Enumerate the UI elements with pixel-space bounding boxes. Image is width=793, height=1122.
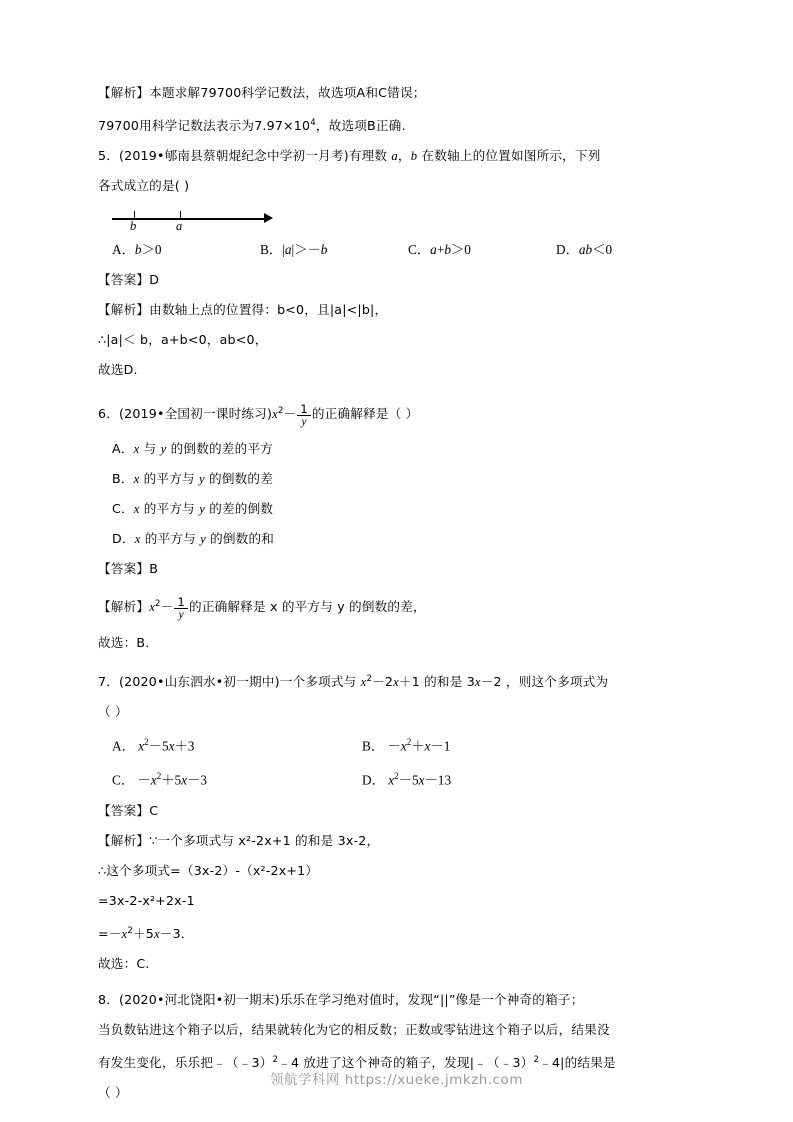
q6-answer-value: B — [149, 561, 159, 577]
number-line-label-b: b — [130, 219, 137, 234]
number-line-tick-a — [180, 211, 181, 219]
q6-option-c: C．x 的平方与 y 的差的倒数 — [112, 501, 274, 517]
q4-analysis-line-1: 【解析】本题求解79700科学记数法，故选项A和C错误； — [98, 85, 426, 100]
q5-option-b: B．|a|＞－b — [260, 242, 328, 258]
q7-analysis-line-4: $=-x^2+5x-3$． — [98, 925, 194, 941]
q5-answer-value: D — [149, 272, 160, 288]
q5-option-c: C．a+b＞0 — [408, 242, 471, 258]
q7-option-b: B． $-x^2+x-1$ — [362, 736, 451, 754]
q6-option-d: D．x 的平方与 y 的倒数的和 — [112, 531, 275, 547]
q6-analysis-suffix: 的正确解释是 x 的平方与 y 的倒数的差， — [189, 599, 426, 615]
q7-answer-label: 【答案】 — [98, 802, 150, 818]
q5-options — [98, 235, 698, 265]
q7-answer-value: C — [149, 802, 159, 818]
q6-fraction-numerator: 1 — [300, 401, 308, 416]
q8-line-3: 有发生变化，乐乐把﹣（﹣3）$^2$﹣4 放进了这个神奇的箱子，发现|﹣（﹣3）$^2$﹣4|的结果是 — [98, 1054, 616, 1070]
q7-option-a: A． $x^2-5x+3$ — [112, 736, 195, 754]
q6-analysis-last: 故选：B. — [98, 634, 150, 650]
q8-line-4: （ ） — [98, 1084, 128, 1100]
q7-analysis-line-3: =3x-2-x²+2x-1 — [98, 892, 195, 908]
q6-option-b: B．x 的平方与 y 的倒数的差 — [112, 471, 274, 487]
q5-analysis-line-3: 故选D. — [98, 362, 138, 378]
q6-answer — [98, 554, 698, 584]
q6-analysis-fraction-numerator: 1 — [177, 594, 185, 609]
q6-analysis: 【解析】$x^2-$ $\frac{1}{y}$ 的正确解释是 x 的平方与 y 的倒数的差， — [98, 594, 426, 621]
q6-stem-prefix: 6．(2019•全国初一课时练习) — [98, 406, 273, 422]
q7-analysis-line-5: 故选：C. — [98, 955, 150, 971]
q6-analysis-label: 【解析】 — [98, 599, 150, 615]
q7-analysis-line-1: 【解析】∵一个多项式与 x²-2x+1 的和是 3x-2， — [98, 832, 380, 848]
question-7 — [98, 664, 698, 979]
q4-analysis-block — [98, 78, 698, 141]
q8-line-1: 8．(2020•河北饶阳•初一期末)乐乐在学习绝对值时，发现“||”像是一个神奇的箱子； — [98, 991, 584, 1007]
q7-options-row-1 — [98, 727, 698, 761]
q6-option-a: A．x 与 y 的倒数的差的平方 — [112, 441, 273, 457]
q6-analysis-fraction — [174, 596, 188, 621]
number-line-figure — [112, 201, 292, 235]
page-footer: 领航学科网 https://xueke.jmkzh.com — [270, 1072, 523, 1088]
q5-stem-line-1: 5．(2019•郇南县蔡朝焜纪念中学初一月考)有理数 a，b 在数轴上的位置如图所示，下列 — [98, 148, 601, 164]
q7-stem-line-2: （ ） — [98, 703, 128, 719]
q7-answer — [98, 796, 698, 826]
q6-stem: 6．(2019•全国初一课时练习)$x^2-$ $\frac{1}{y}$ 的正确解释是（ ） — [98, 401, 419, 428]
question-5 — [98, 141, 698, 385]
q5-analysis-line-2: ∴|a|＜ b，a+b<0，ab<0， — [98, 332, 268, 348]
q6-answer-label: 【答案】 — [98, 561, 150, 577]
q4-analysis-line-2: 79700用科学记数法表示为$7.97\times 10^4$，故选项B正确. — [98, 118, 406, 134]
q6-fraction-denominator: y — [297, 415, 311, 428]
document-content — [98, 78, 698, 1108]
q5-answer-label: 【答案】 — [98, 272, 150, 288]
q5-option-a: A．b＞0 — [112, 242, 162, 258]
q5-stem-line-2: 各式成立的是( ) — [98, 178, 190, 194]
q7-options-row-2 — [98, 761, 698, 795]
q5-analysis-line-1: 【解析】由数轴上点的位置得：b<0，且|a|<|b|， — [98, 302, 388, 318]
number-line-label-a: a — [176, 219, 183, 234]
question-6 — [98, 391, 698, 657]
q6-stem-suffix: 的正确解释是（ ） — [311, 406, 419, 422]
q6-fraction — [297, 403, 311, 428]
q7-stem-line-1: 7．(2020•山东泗水•初一期中)一个多项式与 $x^2-2x+1$ 的和是 3x－2 ，则这个多项式为 — [98, 673, 609, 689]
number-line-arrow — [264, 213, 273, 223]
q7-analysis-line-2: ∴这个多项式=（3x-2）-（x²-2x+1） — [98, 862, 319, 878]
q5-option-d: D．ab＜0 — [556, 242, 613, 258]
q8-line-2: 当负数钻进这个箱子以后，结果就转化为它的相反数；正数或零钻进这个箱子以后，结果没 — [98, 1021, 610, 1037]
number-line-tick-b — [134, 211, 135, 219]
q7-option-c: C． $-x^2+5x-3$ — [112, 771, 208, 788]
q7-option-d: D． $x^2-5x-13$ — [362, 771, 452, 788]
q5-answer — [98, 265, 698, 295]
question-8 — [98, 985, 698, 1108]
q6-analysis-fraction-denominator: y — [174, 608, 188, 621]
